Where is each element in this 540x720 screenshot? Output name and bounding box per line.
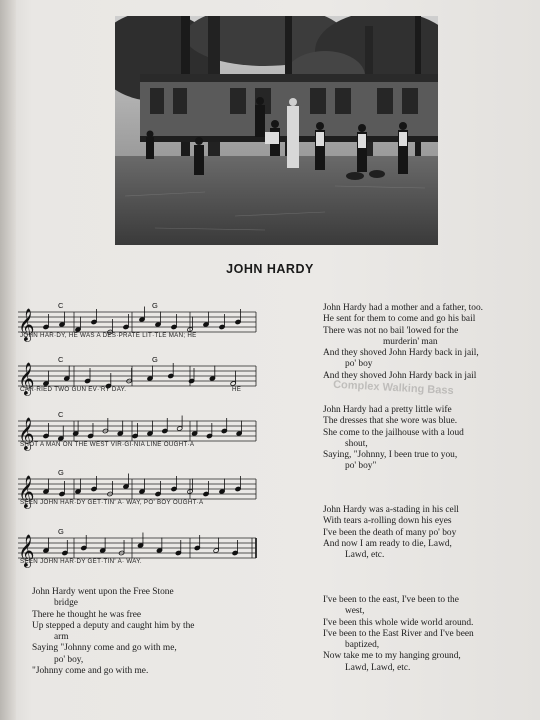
- verse-line: Lawd, Lawd, etc.: [345, 662, 411, 673]
- verse-line: shout,: [345, 438, 368, 449]
- verse-line: With tears a-rolling down his eyes: [323, 516, 452, 527]
- music-staff: [14, 520, 264, 576]
- verse-line: I've been to the East River and I've been: [323, 628, 474, 639]
- note-icon: [64, 366, 70, 382]
- note-icon: [43, 538, 49, 554]
- verse-line: I've been this whole wide world around.: [323, 617, 474, 628]
- lyric-line: CAR·RIED TWO GUN EV·'RY DAY.: [20, 386, 127, 393]
- note-icon: [123, 474, 129, 490]
- note-icon: [230, 371, 236, 387]
- verse-line: west,: [345, 606, 365, 617]
- verse-line: bridge: [54, 598, 78, 609]
- note-icon: [147, 366, 153, 382]
- right-stanza: [323, 303, 483, 382]
- treble-clef-icon: 𝄞: [18, 417, 35, 450]
- note-icon: [58, 426, 64, 442]
- verse-line: Now take me to my hanging ground,: [323, 651, 461, 662]
- verse-line: I've been to the east, I've been to the: [323, 595, 459, 605]
- right-stanza: [323, 505, 459, 561]
- note-icon: [147, 421, 153, 437]
- verse-line: I've been the death of many po' boy: [323, 527, 457, 538]
- lyric-line: SEEN JOHN HAR·DY GET·TIN' A· WAY.: [20, 558, 142, 565]
- show-through-heading: Complex Walking Bass: [332, 378, 454, 398]
- verse-line: And they shoved John Hardy back in jail,: [323, 348, 479, 359]
- note-icon: [139, 479, 145, 495]
- verse-line: There was not no bail 'lowed for the: [323, 325, 459, 336]
- verse-line: baptized,: [345, 640, 380, 651]
- verse-line: And they shoved John Hardy back in jail: [323, 370, 477, 381]
- right-stanza: [323, 405, 464, 473]
- note-icon: [209, 366, 215, 382]
- note-icon: [156, 538, 162, 554]
- lyric-line: SEEN JOHN HAR·DY GET·TIN' A· WAY, PO' BOY OUGHT·A: [20, 499, 204, 506]
- verse-line: Saying, "Johnny, I been true to you,: [323, 450, 458, 461]
- lyric-line: JOHN HAR·DY, HE WAS A DES·PRATE LIT·TLE MAN; HE: [20, 332, 197, 339]
- chord-symbol: G: [152, 355, 158, 364]
- note-icon: [191, 421, 197, 437]
- note-icon: [43, 371, 49, 387]
- camp-railcar-photo-icon: [115, 16, 438, 245]
- verse-line: John Hardy had a pretty little wife: [323, 405, 452, 415]
- music-staff: [14, 294, 264, 350]
- note-icon: [100, 538, 106, 554]
- verse-line: Up stepped a deputy and caught him by the: [32, 620, 195, 631]
- note-icon: [139, 307, 145, 323]
- verse-line: "Johnny come and go with me.: [32, 666, 149, 677]
- verse-line: And now I am ready to die, Lawd,: [323, 538, 452, 549]
- chord-symbol: C: [58, 410, 64, 419]
- right-stanza: [323, 595, 474, 674]
- note-icon: [75, 479, 81, 495]
- note-icon: [73, 421, 79, 437]
- verse-line: She come to the jailhouse with a loud: [323, 427, 464, 438]
- chord-symbol: C: [58, 301, 64, 310]
- verse-line: There he thought he was free: [32, 609, 142, 620]
- chord-symbol: G: [58, 527, 64, 536]
- note-icon: [219, 479, 225, 495]
- left-stanza: [32, 587, 194, 677]
- note-icon: [203, 312, 209, 328]
- music-staff: [14, 403, 264, 459]
- music-staff: [14, 461, 264, 517]
- note-icon: [75, 317, 81, 333]
- verse-line: Saying "Johnny come and go with me,: [32, 643, 177, 654]
- note-icon: [137, 533, 143, 549]
- verse-line: murderin' man: [383, 336, 438, 347]
- treble-clef-icon: 𝄞: [18, 308, 35, 341]
- chord-symbol: G: [152, 301, 158, 310]
- verse-line: John Hardy had a mother and a father, too.: [323, 303, 483, 313]
- verse-line: arm: [54, 632, 69, 643]
- verse-line: po' boy,: [54, 654, 84, 665]
- chord-symbol: C: [58, 355, 64, 364]
- note-icon: [59, 312, 65, 328]
- note-icon: [213, 538, 219, 554]
- treble-clef-icon: 𝄞: [18, 362, 35, 395]
- note-icon: [236, 421, 242, 437]
- lyric-line: SHOT A MAN ON THE WEST VIR·GI·NIA LINE OUGHT·A: [20, 441, 195, 448]
- verse-line: po' boy": [345, 461, 377, 472]
- verse-line: John Hardy went upon the Free Stone: [32, 587, 174, 597]
- verse-line: John Hardy was a-stading in his cell: [323, 505, 459, 515]
- verse-line: Lawd, etc.: [345, 550, 385, 561]
- music-staff: [14, 348, 264, 404]
- verse-line: po' boy: [345, 359, 373, 370]
- treble-clef-icon: 𝄞: [18, 475, 35, 508]
- verse-line: He sent for them to come and go his bail: [323, 314, 476, 325]
- lyric-line-end: HE: [232, 386, 242, 393]
- song-title: JOHN HARDY: [226, 262, 314, 276]
- historical-photo: [115, 16, 438, 245]
- chord-symbol: G: [58, 468, 64, 477]
- note-icon: [43, 479, 49, 495]
- note-icon: [117, 421, 123, 437]
- note-icon: [177, 416, 183, 432]
- note-icon: [155, 312, 161, 328]
- treble-clef-icon: 𝄞: [18, 534, 35, 567]
- verse-line: The dresses that she wore was blue.: [323, 416, 458, 427]
